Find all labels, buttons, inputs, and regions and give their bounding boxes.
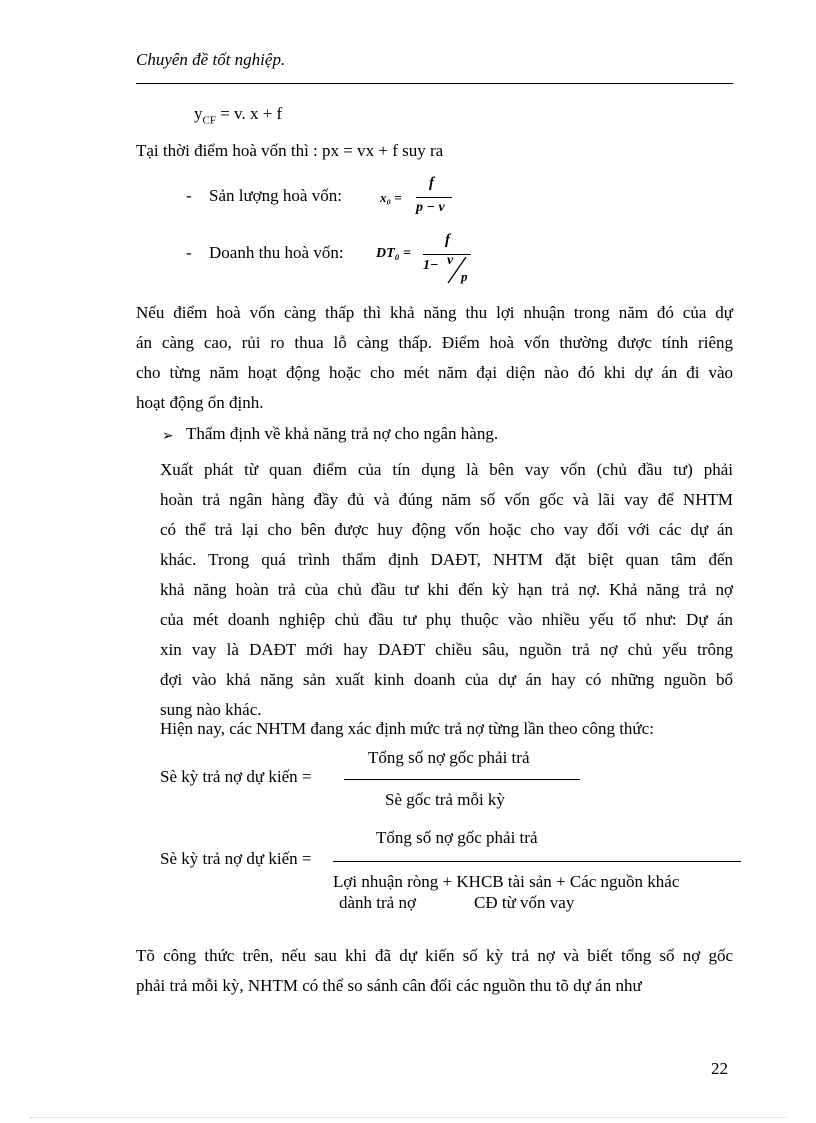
header-divider	[136, 83, 733, 84]
arrow-bullet-icon: ➢	[162, 429, 174, 444]
breakeven-revenue-den-p: p	[461, 269, 468, 284]
formula-a-fraction-bar	[344, 779, 580, 780]
breakeven-revenue-formula	[376, 233, 486, 289]
paragraph-line: khác. Trong quá trình thẩm định DAĐT, NHTM đặt biệt quan tâm đến	[160, 550, 733, 569]
breakeven-quantity-den: p − v	[416, 200, 445, 215]
paragraph-formula-intro: Hiện nay, các NHTM đang xác định mức trả nợ từng lần theo công thức:	[160, 719, 654, 738]
paragraph-line: án càng cao, rủi ro thua lỗ càng thấp. Điểm hoà vốn thường được tính riêng	[136, 333, 733, 352]
paragraph-line: đợi vào khả năng sản xuất kinh doanh của dự án hay có những nguồn bổ	[160, 670, 733, 689]
formula-b-denominator-line2b: CĐ từ vốn vay	[474, 893, 575, 912]
formula-a-denominator: Sè gốc trả mỗi kỳ	[385, 790, 505, 809]
paragraph-breakeven	[136, 298, 733, 418]
breakeven-revenue-num: f	[445, 232, 450, 248]
breakeven-intro: Tại thời điểm hoà vốn thì : px = vx + f suy ra	[136, 141, 444, 160]
paragraph-line: Nếu điểm hoà vốn càng thấp thì khả năng thu lợi nhuận trong năm đó của dự	[136, 303, 733, 322]
paragraph-line: khả năng hoàn trả của chủ đầu tư khi đến kỳ hạn trả nợ. Khả năng trả nợ	[160, 580, 733, 599]
paragraph-line: phải trả mỗi kỳ, NHTM có thể so sánh cân đối các nguồn thu tõ dự án như	[136, 976, 642, 995]
paragraph-line: hoạt động ổn định.	[136, 393, 264, 412]
fraction-bar	[416, 197, 452, 198]
cost-formula-lhs: y	[194, 104, 203, 123]
formula-b-lhs: Sè kỳ trả nợ dự kiến =	[160, 849, 312, 868]
breakeven-revenue-lhs: DT₀ =	[376, 246, 412, 261]
cost-formula-rhs: = v. x + f	[220, 104, 283, 123]
breakeven-revenue-label: Doanh thu hoà vốn:	[209, 243, 344, 262]
breakeven-quantity-num: f	[429, 175, 434, 191]
cost-formula-sub: CF	[202, 114, 216, 127]
paragraph-line: cho từng năm hoạt động hoặc cho mét năm đại diện nào đó khi dự án đi vào	[136, 363, 733, 382]
breakeven-revenue-den-v: v	[447, 253, 454, 268]
formula-b-denominator-line2a: dành trả nợ	[339, 893, 416, 912]
list-dash: -	[186, 243, 192, 262]
paragraph-debt-repayment	[160, 455, 733, 725]
breakeven-revenue-den-a: 1−	[423, 258, 439, 273]
paragraph-conclusion	[136, 941, 733, 1001]
formula-a-lhs: Sè kỳ trả nợ dự kiến =	[160, 767, 312, 786]
paragraph-line: hoàn trả ngân hàng đầy đủ và đúng năm số vốn gốc và lãi vay để NHTM	[160, 490, 733, 509]
paragraph-line: sung nào khác.	[160, 700, 262, 719]
breakeven-quantity-lhs: x₀ =	[380, 190, 402, 205]
page-bottom-border	[30, 1117, 786, 1118]
section-heading-debt-repayment: Thẩm định về khả năng trả nợ cho ngân hàng.	[186, 424, 499, 443]
paragraph-line: Tõ công thức trên, nếu sau khi đã dự kiến số kỳ trả nợ và biết tổng số nợ gốc	[136, 946, 733, 965]
formula-b-denominator-line1: Lợi nhuận ròng + KHCB tài sản + Các nguồn khác	[333, 872, 680, 891]
cost-formula	[194, 104, 282, 126]
page-number: 22	[711, 1059, 728, 1078]
paragraph-line: có thể trả lại cho bên được huy động vốn hoặc cho vay đối với các dự án	[160, 520, 733, 539]
page-header-title: Chuyên đề tốt nghiệp.	[136, 50, 286, 69]
paragraph-line: Xuất phát từ quan điểm của tín dụng là bên vay vốn (chủ đầu tư) phải	[160, 460, 733, 479]
paragraph-line: của mét doanh nghiệp chủ đầu tư phụ thuộc vào nhiều yếu tố như: Dự án	[160, 610, 733, 629]
paragraph-line: xin vay là DAĐT mới hay DAĐT chiều sâu, nguồn trả nợ chủ yếu trông	[160, 640, 733, 659]
breakeven-quantity-formula	[380, 175, 475, 223]
formula-b-numerator: Tổng số nợ gốc phải trả	[376, 828, 538, 847]
formula-a-numerator: Tổng số nợ gốc phải trả	[368, 748, 530, 767]
formula-b-fraction-bar	[333, 861, 741, 862]
breakeven-quantity-label: Sản lượng hoà vốn:	[209, 186, 342, 205]
list-dash: -	[186, 186, 192, 205]
